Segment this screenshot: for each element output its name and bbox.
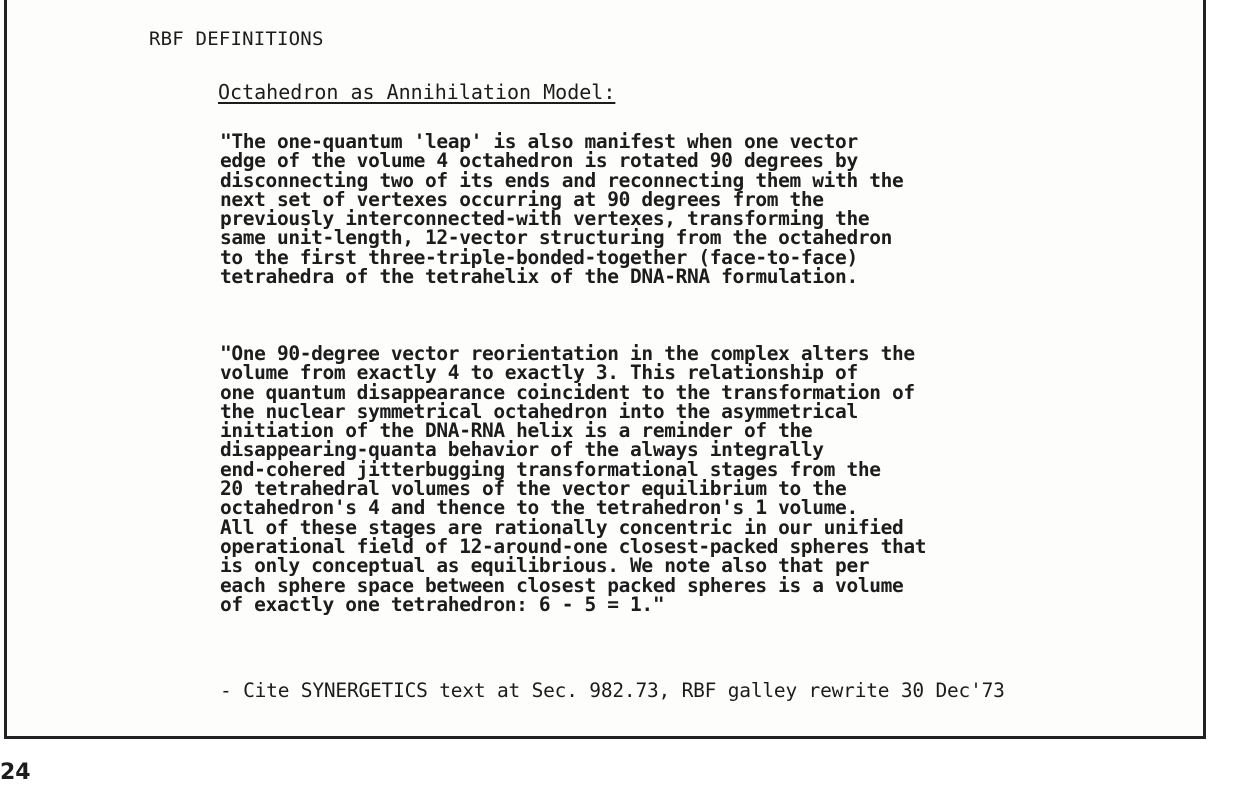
quote-paragraph <box>220 344 926 614</box>
text-line: one quantum disappearance coincident to the transformation of <box>220 380 915 404</box>
definition-card <box>4 0 1206 739</box>
text-line: next set of vertexes occurring at 90 degrees from the <box>220 187 824 211</box>
text-line: disappearing-quanta behavior of the always integrally <box>220 438 824 462</box>
text-line: the nuclear symmetrical octahedron into the asymmetrical <box>220 399 858 423</box>
text-line: same unit-length, 12-vector structuring from the octahedron <box>220 226 893 250</box>
text-line: octahedron's 4 and thence to the tetrahedron's 1 volume. <box>220 496 858 520</box>
text-line: "The one-quantum 'leap' is also manifest when one vector <box>220 130 858 153</box>
text-line: tetrahedra of the tetrahelix of the DNA-RNA formulation. <box>220 265 858 289</box>
text-line: disconnecting two of its ends and reconnecting them with the <box>220 168 904 192</box>
document-heading: RBF DEFINITIONS <box>149 28 324 50</box>
text-line: operational field of 12-around-one closest-packed spheres that <box>220 534 927 558</box>
text-line: end-cohered jitterbugging transformational stages from the <box>220 457 881 481</box>
page-number: 24 <box>0 760 31 785</box>
text-line: to the first three-triple-bonded-together (face-to-face) <box>220 245 858 269</box>
citation-line: - Cite SYNERGETICS text at Sec. 982.73, RBF galley rewrite 30 Dec'73 <box>220 679 1005 702</box>
definition-title: Octahedron as Annihilation Model: <box>218 80 616 104</box>
text-line: volume from exactly 4 to exactly 3. This relationship of <box>220 361 858 385</box>
text-line: each sphere space between closest packed spheres is a volume <box>220 573 904 597</box>
text-line: All of these stages are rationally concentric in our unified <box>220 515 904 539</box>
text-line: edge of the volume 4 octahedron is rotated 90 degrees by <box>220 149 858 173</box>
text-line: 20 tetrahedral volumes of the vector equilibrium to the <box>220 477 847 501</box>
text-line: of exactly one tetrahedron: 6 - 5 = 1." <box>220 592 665 616</box>
text-line: "One 90-degree vector reorientation in the complex alters the <box>220 342 915 365</box>
quote-paragraph <box>220 130 904 289</box>
text-line: previously interconnected-with vertexes, transforming the <box>220 207 870 231</box>
text-line: is only conceptual as equilibrious. We note also that per <box>220 554 870 578</box>
text-line: initiation of the DNA-RNA helix is a reminder of the <box>220 419 813 443</box>
